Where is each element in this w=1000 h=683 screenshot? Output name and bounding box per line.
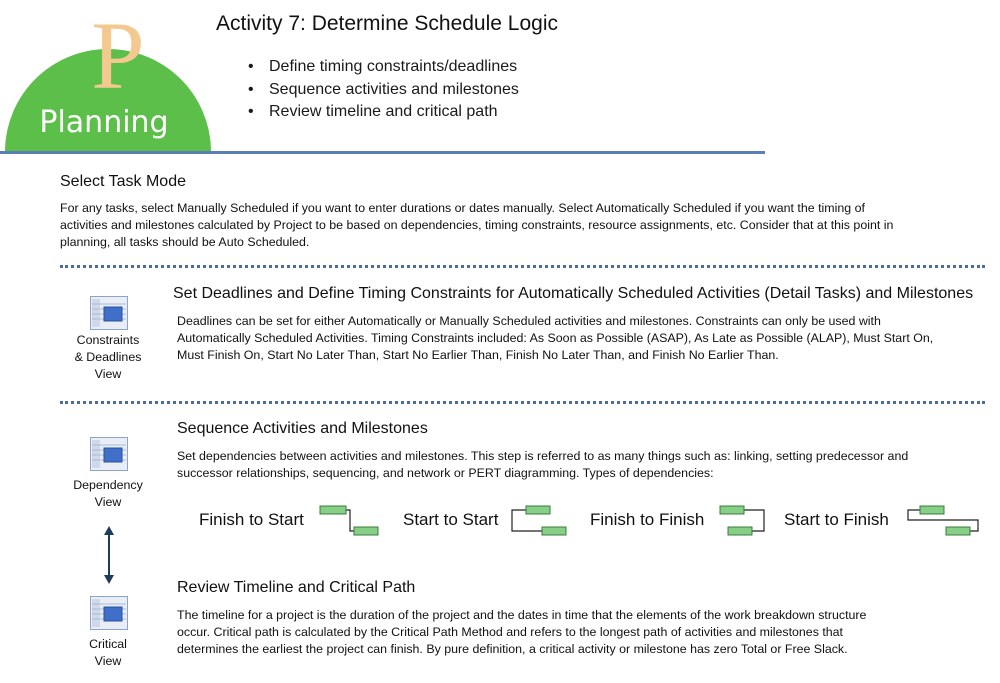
objective-item: • Sequence activities and milestones bbox=[248, 80, 519, 98]
view-label-line: View bbox=[94, 654, 122, 668]
dependency-label-start-to-start: Start to Start bbox=[403, 510, 499, 529]
finish-to-finish-diagram bbox=[714, 504, 776, 540]
dependency-label-start-to-finish: Start to Finish bbox=[784, 510, 889, 529]
view-label-line: View bbox=[94, 367, 122, 381]
section-body-deadlines bbox=[177, 313, 987, 364]
critical-view-label bbox=[62, 636, 154, 670]
view-label-line: Dependency bbox=[73, 478, 143, 492]
body-line: Deadlines can be set for either Automatically or Manually Scheduled activities and milestones. Constraints can only be used with bbox=[177, 314, 881, 328]
constraints-view-label bbox=[62, 332, 154, 383]
view-label-line: View bbox=[94, 495, 122, 509]
section-title-deadlines: Set Deadlines and Define Timing Constraints for Automatically Scheduled Activities (Detail Tasks) and Milestones bbox=[173, 285, 974, 302]
constraints-view-icon bbox=[90, 296, 128, 330]
dependency-label-finish-to-finish: Finish to Finish bbox=[590, 510, 705, 529]
body-line: planning, all tasks should be Auto Scheduled. bbox=[60, 235, 310, 249]
section-title-task-mode: Select Task Mode bbox=[60, 173, 186, 190]
body-line: Must Finish On, Start No Later Than, Start No Earlier Than, Finish No Later Than, and Finish No Earlier Than. bbox=[177, 348, 779, 362]
objective-item: • Review timeline and critical path bbox=[248, 103, 498, 120]
double-arrow-icon bbox=[100, 526, 118, 584]
objective-text: Sequence activities and milestones bbox=[269, 80, 519, 98]
body-line: activities and milestones calculated by Project to be based on dependencies, timing constraints, resource assignments, etc. Consider that at this point in bbox=[60, 218, 894, 232]
dependency-view-label bbox=[62, 477, 154, 511]
body-line: successor relationships, sequencing, and network or PERT diagramming. Types of dependencies: bbox=[177, 466, 714, 480]
body-line: Automatically Scheduled Activities. Timing Constraints included: As Soon as Possible (ASAP), As Late as Possible (ALAP), Must Start On, bbox=[177, 331, 934, 345]
body-line: occur. Critical path is calculated by the Critical Path Method and refers to the longest path of activities and milestones that bbox=[177, 625, 844, 639]
critical-view-icon bbox=[90, 596, 128, 630]
section-divider bbox=[60, 265, 985, 268]
logo-word: Planning bbox=[39, 105, 169, 140]
view-label-line: Critical bbox=[89, 637, 127, 651]
objectives-list bbox=[248, 56, 519, 124]
objective-text: Define timing constraints/deadlines bbox=[269, 58, 518, 75]
header-divider bbox=[0, 151, 765, 154]
body-line: Set dependencies between activities and milestones. This step is referred to as many things such as: linking, setting predecessor and bbox=[177, 449, 909, 463]
section-body-critical bbox=[177, 607, 987, 658]
start-to-start-diagram bbox=[508, 504, 570, 540]
section-body-task-mode bbox=[60, 200, 990, 251]
section-body-sequence bbox=[177, 448, 987, 482]
section-divider bbox=[60, 401, 985, 404]
section-title-critical: Review Timeline and Critical Path bbox=[177, 579, 416, 596]
body-line: For any tasks, select Manually Scheduled if you want to enter durations or dates manually. Select Automatically Scheduled if you want the timing of bbox=[60, 201, 865, 215]
section-title-sequence: Sequence Activities and Milestones bbox=[177, 420, 428, 437]
logo-letter: P bbox=[91, 2, 145, 109]
planning-logo bbox=[0, 0, 215, 152]
dependency-view-icon bbox=[90, 437, 128, 471]
view-label-line: Constraints bbox=[76, 333, 140, 347]
body-line: determines the earliest the project can finish. By pure definition, a critical activity or milestone has zero Total or Free Slack. bbox=[177, 642, 848, 656]
objective-text: Review timeline and critical path bbox=[269, 103, 498, 120]
dependency-label-finish-to-start: Finish to Start bbox=[199, 510, 304, 529]
objective-item: • Define timing constraints/deadlines bbox=[248, 58, 518, 75]
view-label-line: & Deadlines bbox=[74, 350, 142, 364]
page-title: Activity 7: Determine Schedule Logic bbox=[216, 12, 558, 35]
finish-to-start-diagram bbox=[318, 504, 380, 540]
start-to-finish-diagram bbox=[906, 504, 984, 540]
body-line: The timeline for a project is the duration of the project and the dates in time that the elements of the work breakdown structure bbox=[177, 608, 867, 622]
